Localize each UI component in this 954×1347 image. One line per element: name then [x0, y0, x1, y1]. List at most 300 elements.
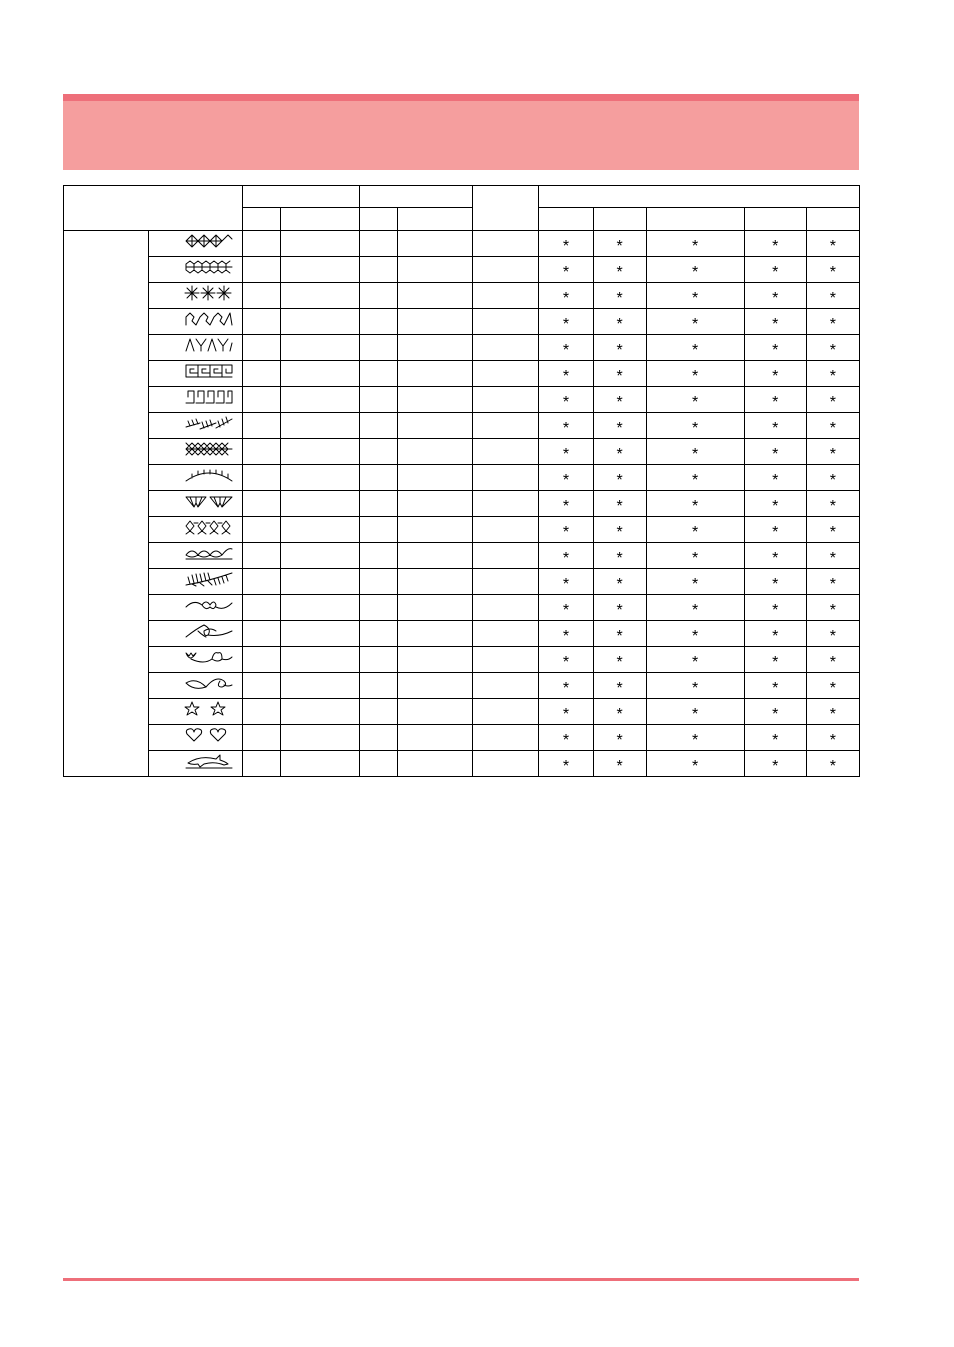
pattern-cell	[149, 387, 243, 413]
mark-cell	[593, 309, 646, 335]
empty-cell	[360, 673, 398, 699]
pattern-cell	[149, 543, 243, 569]
mark-cell	[646, 517, 744, 543]
asterisk-mark: *	[616, 445, 623, 463]
empty-cell	[473, 413, 539, 439]
mark-cell	[806, 725, 859, 751]
asterisk-mark: *	[616, 679, 623, 697]
asterisk-mark: *	[772, 471, 779, 489]
scallop-arc-icon	[184, 467, 234, 484]
mark-cell	[593, 517, 646, 543]
empty-cell	[398, 335, 473, 361]
asterisk-mark: *	[616, 471, 623, 489]
asterisk-mark: *	[829, 341, 836, 359]
table-row	[64, 257, 860, 283]
empty-cell	[360, 465, 398, 491]
mark-cell	[593, 699, 646, 725]
mark-cell	[744, 621, 806, 647]
empty-cell	[360, 361, 398, 387]
mark-cell	[593, 543, 646, 569]
mark-cell	[744, 491, 806, 517]
asterisk-mark: *	[829, 237, 836, 255]
empty-cell	[398, 257, 473, 283]
asterisk-mark: *	[829, 549, 836, 567]
table-row	[64, 361, 860, 387]
asterisk-mark: *	[772, 445, 779, 463]
mark-cell	[593, 569, 646, 595]
mark-cell	[806, 387, 859, 413]
leaf-swirl-icon	[184, 675, 234, 692]
pattern-cell	[149, 569, 243, 595]
leaf-vine-icon	[184, 545, 234, 562]
mark-cell	[593, 647, 646, 673]
mark-cell	[744, 283, 806, 309]
header-cell-pattern	[64, 186, 243, 231]
mark-cell	[744, 387, 806, 413]
empty-cell	[243, 751, 281, 777]
mark-cell	[806, 361, 859, 387]
empty-cell	[243, 361, 281, 387]
mark-cell	[593, 491, 646, 517]
asterisk-mark: *	[829, 367, 836, 385]
table-row	[64, 283, 860, 309]
mark-cell	[593, 257, 646, 283]
pattern-cell	[149, 621, 243, 647]
asterisk-mark: *	[562, 289, 570, 307]
mark-cell	[806, 413, 859, 439]
mark-cell	[539, 361, 593, 387]
asterisk-mark: *	[692, 575, 699, 593]
mark-cell	[744, 595, 806, 621]
pattern-cell	[149, 595, 243, 621]
asterisk-mark: *	[692, 393, 699, 411]
mark-cell	[539, 491, 593, 517]
mark-cell	[806, 465, 859, 491]
mark-cell	[744, 673, 806, 699]
asterisk-mark: *	[692, 445, 699, 463]
pattern-cell	[149, 751, 243, 777]
empty-cell	[360, 257, 398, 283]
empty-cell	[398, 699, 473, 725]
header-cell-single	[473, 186, 539, 231]
empty-cell	[281, 309, 360, 335]
table-row	[64, 673, 860, 699]
asterisk-mark: *	[562, 367, 570, 385]
star-icon	[184, 701, 234, 718]
empty-cell	[243, 387, 281, 413]
mark-cell	[744, 569, 806, 595]
empty-cell	[360, 387, 398, 413]
asterisk-mark: *	[692, 289, 699, 307]
empty-cell	[281, 569, 360, 595]
asterisk-mark: *	[829, 419, 836, 437]
empty-cell	[398, 361, 473, 387]
mark-cell	[806, 491, 859, 517]
empty-cell	[243, 647, 281, 673]
mark-cell	[593, 387, 646, 413]
mark-cell	[806, 595, 859, 621]
asterisk-mark: *	[562, 627, 570, 645]
empty-cell	[243, 699, 281, 725]
empty-cell	[360, 491, 398, 517]
asterisk-mark: *	[692, 601, 699, 619]
empty-cell	[360, 413, 398, 439]
asterisk-mark: *	[616, 627, 623, 645]
empty-cell	[243, 725, 281, 751]
asterisk-mark: *	[562, 523, 570, 541]
empty-cell	[281, 543, 360, 569]
mark-cell	[593, 621, 646, 647]
mark-cell	[593, 335, 646, 361]
mark-cell	[744, 309, 806, 335]
empty-cell	[243, 335, 281, 361]
asterisk-mark: *	[562, 497, 570, 515]
empty-cell	[398, 283, 473, 309]
asterisk-mark: *	[562, 679, 570, 697]
empty-cell	[360, 647, 398, 673]
mark-cell	[806, 335, 859, 361]
asterisk-mark: *	[616, 523, 623, 541]
asterisk-mark: *	[616, 367, 623, 385]
mark-cell	[806, 751, 859, 777]
asterisk-mark: *	[772, 627, 779, 645]
asterisk-mark: *	[562, 601, 570, 619]
asterisk-mark: *	[616, 393, 623, 411]
mark-cell	[539, 439, 593, 465]
mark-cell	[806, 621, 859, 647]
empty-cell	[398, 231, 473, 257]
table-row	[64, 491, 860, 517]
mark-cell	[646, 439, 744, 465]
asterisk-mark: *	[616, 237, 623, 255]
empty-cell	[360, 517, 398, 543]
header-band	[63, 94, 859, 170]
mark-cell	[744, 231, 806, 257]
mark-cell	[593, 725, 646, 751]
mark-cell	[806, 699, 859, 725]
snowflake-star-icon	[184, 285, 234, 302]
empty-cell	[473, 543, 539, 569]
empty-cell	[360, 335, 398, 361]
table-row	[64, 517, 860, 543]
asterisk-mark: *	[692, 367, 699, 385]
asterisk-mark: *	[616, 757, 623, 775]
table-row	[64, 335, 860, 361]
square-hook-icon	[184, 389, 234, 406]
asterisk-mark: *	[562, 653, 570, 671]
mark-cell	[806, 283, 859, 309]
asterisk-mark: *	[616, 341, 623, 359]
table-row	[64, 647, 860, 673]
empty-cell	[243, 309, 281, 335]
fan-shell-icon	[184, 493, 234, 510]
mark-cell	[744, 725, 806, 751]
mark-cell	[806, 257, 859, 283]
asterisk-mark: *	[562, 757, 570, 775]
empty-cell	[398, 621, 473, 647]
empty-cell	[473, 673, 539, 699]
mark-cell	[646, 543, 744, 569]
asterisk-mark: *	[772, 575, 779, 593]
table-row	[64, 465, 860, 491]
empty-cell	[398, 517, 473, 543]
empty-cell	[281, 517, 360, 543]
mark-cell	[806, 569, 859, 595]
empty-cell	[281, 751, 360, 777]
table-header-row	[64, 186, 860, 208]
empty-cell	[473, 751, 539, 777]
empty-cell	[281, 387, 360, 413]
mark-cell	[539, 543, 593, 569]
empty-cell	[360, 621, 398, 647]
mark-cell	[539, 231, 593, 257]
empty-cell	[398, 413, 473, 439]
mark-cell	[744, 543, 806, 569]
empty-cell	[243, 569, 281, 595]
empty-cell	[473, 439, 539, 465]
empty-cell	[243, 439, 281, 465]
mark-cell	[744, 647, 806, 673]
table-row	[64, 413, 860, 439]
asterisk-mark: *	[692, 549, 699, 567]
empty-cell	[243, 621, 281, 647]
pattern-cell	[149, 361, 243, 387]
mark-cell	[744, 361, 806, 387]
asterisk-mark: *	[829, 653, 836, 671]
asterisk-mark: *	[692, 341, 699, 359]
empty-cell	[243, 465, 281, 491]
pattern-cell	[149, 231, 243, 257]
empty-cell	[281, 465, 360, 491]
mark-cell	[744, 439, 806, 465]
empty-cell	[243, 517, 281, 543]
mark-cell	[646, 283, 744, 309]
empty-cell	[398, 595, 473, 621]
asterisk-mark: *	[772, 393, 779, 411]
asterisk-mark: *	[616, 731, 623, 749]
category-cell	[64, 231, 149, 777]
empty-cell	[398, 491, 473, 517]
asterisk-mark: *	[562, 705, 570, 723]
pattern-cell	[149, 413, 243, 439]
mark-cell	[806, 673, 859, 699]
pattern-cell	[149, 491, 243, 517]
pattern-cell	[149, 309, 243, 335]
mark-cell	[806, 517, 859, 543]
table-row	[64, 439, 860, 465]
subheader-cell	[281, 208, 360, 231]
table-row	[64, 725, 860, 751]
empty-cell	[243, 491, 281, 517]
feather-arrow-icon	[184, 415, 234, 432]
pattern-cell	[149, 647, 243, 673]
asterisk-mark: *	[692, 627, 699, 645]
subheader-cell	[806, 208, 859, 231]
dolphin-icon	[184, 753, 234, 770]
mark-cell	[593, 413, 646, 439]
asterisk-mark: *	[692, 497, 699, 515]
empty-cell	[281, 621, 360, 647]
asterisk-mark: *	[692, 263, 699, 281]
empty-cell	[398, 465, 473, 491]
mark-cell	[539, 751, 593, 777]
mark-cell	[744, 413, 806, 439]
asterisk-mark: *	[692, 679, 699, 697]
mark-cell	[744, 751, 806, 777]
mark-cell	[646, 231, 744, 257]
empty-cell	[281, 725, 360, 751]
empty-cell	[473, 387, 539, 413]
mark-cell	[646, 725, 744, 751]
mark-cell	[744, 517, 806, 543]
mark-cell	[646, 673, 744, 699]
asterisk-mark: *	[562, 549, 570, 567]
asterisk-mark: *	[616, 653, 623, 671]
heart-leaf-vine-icon	[184, 623, 234, 640]
mark-cell	[539, 257, 593, 283]
empty-cell	[281, 647, 360, 673]
header-cell-group-c	[539, 186, 860, 208]
empty-cell	[281, 413, 360, 439]
mark-cell	[593, 465, 646, 491]
table-row	[64, 569, 860, 595]
heart-icon	[184, 727, 234, 744]
asterisk-mark: *	[772, 757, 779, 775]
table-row	[64, 699, 860, 725]
mark-cell	[646, 569, 744, 595]
asterisk-mark: *	[562, 575, 570, 593]
asterisk-mark: *	[562, 471, 570, 489]
empty-cell	[398, 751, 473, 777]
mark-cell	[646, 387, 744, 413]
mark-cell	[646, 465, 744, 491]
asterisk-mark: *	[692, 315, 699, 333]
mark-cell	[539, 569, 593, 595]
asterisk-mark: *	[772, 679, 779, 697]
mark-cell	[539, 673, 593, 699]
diamond-lattice-icon	[184, 519, 234, 536]
empty-cell	[473, 231, 539, 257]
empty-cell	[398, 647, 473, 673]
asterisk-mark: *	[829, 627, 836, 645]
asterisk-mark: *	[616, 315, 623, 333]
mark-cell	[744, 335, 806, 361]
asterisk-mark: *	[616, 549, 623, 567]
pattern-cell	[149, 699, 243, 725]
subheader-cell	[360, 208, 398, 231]
mark-cell	[646, 699, 744, 725]
asterisk-mark: *	[772, 731, 779, 749]
mark-cell	[539, 647, 593, 673]
empty-cell	[360, 543, 398, 569]
mark-cell	[539, 283, 593, 309]
empty-cell	[360, 231, 398, 257]
subheader-cell	[398, 208, 473, 231]
asterisk-mark: *	[772, 419, 779, 437]
empty-cell	[473, 309, 539, 335]
asterisk-mark: *	[829, 575, 836, 593]
diamond-cross-icon	[184, 233, 234, 250]
tulip-icon	[184, 649, 234, 666]
cross-stitch-icon	[184, 441, 234, 458]
empty-cell	[473, 569, 539, 595]
empty-cell	[473, 361, 539, 387]
footer-rule	[63, 1278, 859, 1281]
subheader-cell	[243, 208, 281, 231]
empty-cell	[473, 517, 539, 543]
pattern-cell	[149, 439, 243, 465]
pattern-cell	[149, 465, 243, 491]
asterisk-mark: *	[829, 471, 836, 489]
empty-cell	[360, 595, 398, 621]
asterisk-mark: *	[829, 393, 836, 411]
table-row	[64, 751, 860, 777]
stitch-settings-table	[63, 185, 860, 777]
empty-cell	[473, 699, 539, 725]
mark-cell	[539, 517, 593, 543]
fern-leaf-icon	[184, 571, 234, 588]
asterisk-mark: *	[829, 497, 836, 515]
asterisk-mark: *	[772, 367, 779, 385]
mark-cell	[806, 309, 859, 335]
mark-cell	[593, 361, 646, 387]
empty-cell	[281, 283, 360, 309]
mark-cell	[539, 309, 593, 335]
asterisk-mark: *	[616, 263, 623, 281]
empty-cell	[473, 335, 539, 361]
mark-cell	[646, 361, 744, 387]
asterisk-mark: *	[692, 471, 699, 489]
header-cell-group-a	[243, 186, 360, 208]
mark-cell	[646, 621, 744, 647]
asterisk-mark: *	[772, 237, 779, 255]
mark-cell	[539, 595, 593, 621]
pattern-cell	[149, 517, 243, 543]
asterisk-mark: *	[562, 731, 570, 749]
asterisk-mark: *	[829, 601, 836, 619]
asterisk-mark: *	[562, 315, 570, 333]
zigzag-wave-icon	[184, 311, 234, 328]
asterisk-mark: *	[772, 289, 779, 307]
table-row	[64, 309, 860, 335]
asterisk-mark: *	[692, 419, 699, 437]
asterisk-mark: *	[829, 757, 836, 775]
empty-cell	[281, 699, 360, 725]
asterisk-mark: *	[616, 419, 623, 437]
asterisk-mark: *	[829, 315, 836, 333]
table-row	[64, 387, 860, 413]
table-row	[64, 621, 860, 647]
empty-cell	[398, 673, 473, 699]
subheader-cell	[744, 208, 806, 231]
mark-cell	[806, 647, 859, 673]
subheader-cell	[646, 208, 744, 231]
asterisk-mark: *	[829, 523, 836, 541]
empty-cell	[473, 283, 539, 309]
empty-cell	[243, 595, 281, 621]
mark-cell	[806, 543, 859, 569]
mark-cell	[646, 751, 744, 777]
asterisk-mark: *	[692, 757, 699, 775]
empty-cell	[281, 335, 360, 361]
asterisk-mark: *	[692, 731, 699, 749]
mark-cell	[539, 621, 593, 647]
header-cell-group-b	[360, 186, 473, 208]
empty-cell	[360, 569, 398, 595]
mark-cell	[744, 465, 806, 491]
asterisk-mark: *	[829, 705, 836, 723]
asterisk-mark: *	[616, 601, 623, 619]
